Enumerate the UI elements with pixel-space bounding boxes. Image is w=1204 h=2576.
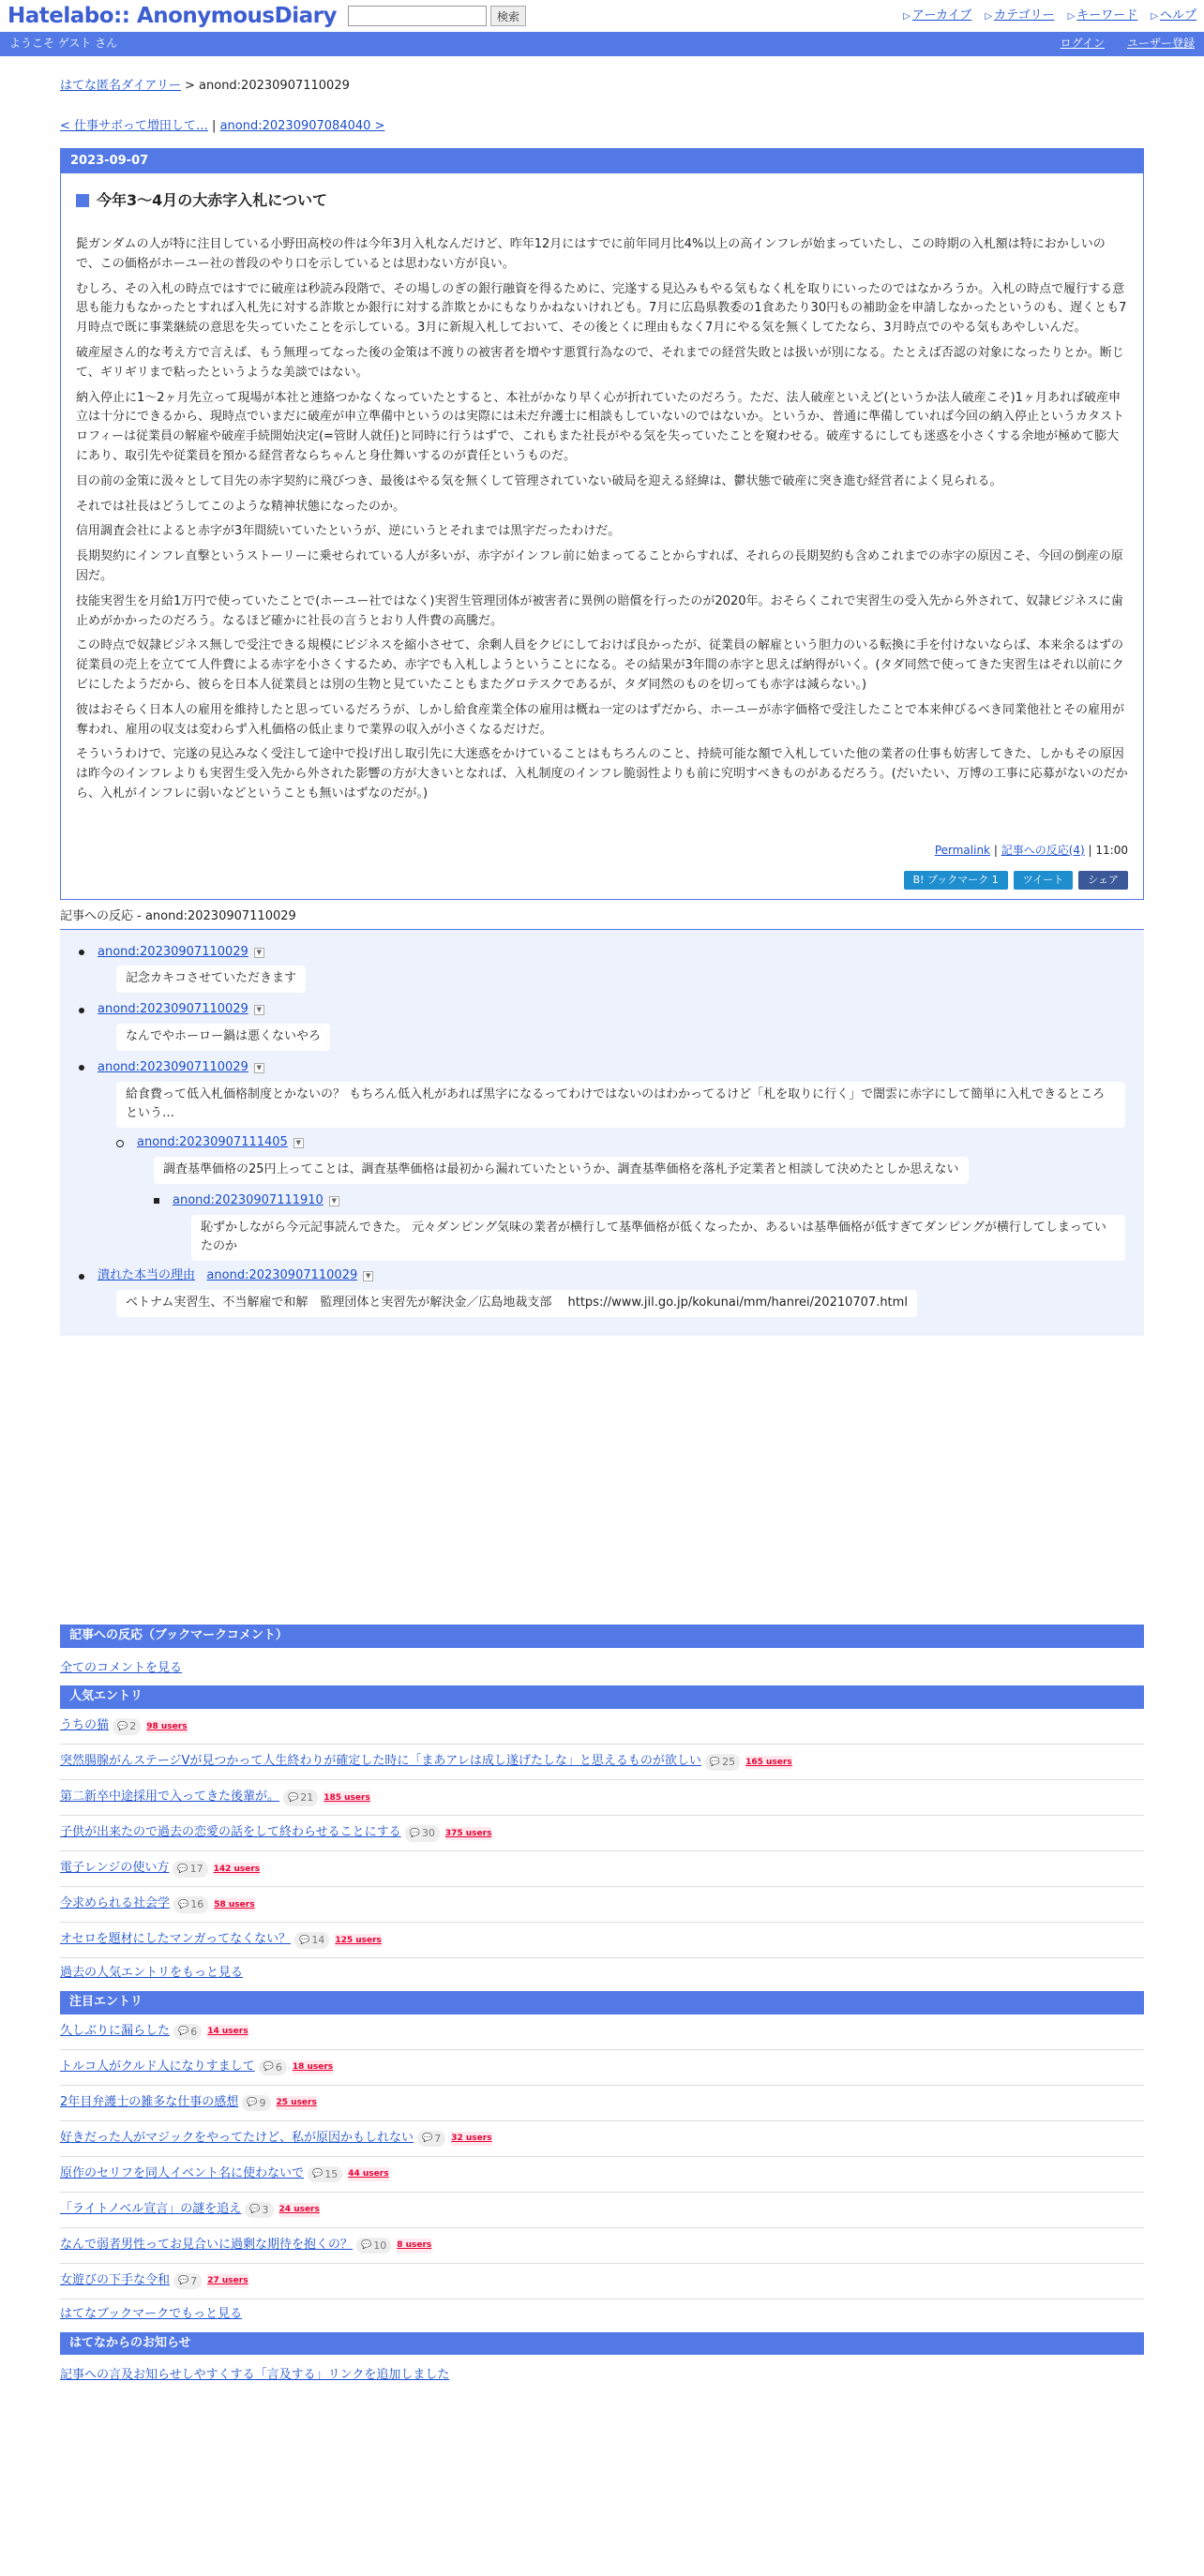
reactions-title: 記事への反応 - anond:20230907110029 [60,907,1144,930]
entry-row [60,2157,1144,2193]
entry-paragraph: 長期契約にインフレ直撃というストーリーに乗せられている人が多いが、赤字がインフレ前に始まってることからすれば、それらの長期契約も含めこれまでの赤字の原因こそ、今回の倒産の原因だ。 [76,549,1123,583]
entry-row [60,2228,1144,2264]
entry-row [60,1745,1144,1780]
entry-body [61,173,1143,899]
bookmark-users-badge[interactable]: 44 users [348,2167,388,2180]
entry-link[interactable]: 好きだった人がマジックをやってたけど、私が原因かもしれない [60,2130,414,2145]
entry-row [60,2014,1144,2050]
entry-paragraph: 技能実習生を月給1万円で使っていたことで(ホーユー社ではなく)実習生管理団体が被害者に異例の賠償を行ったのが2020年。おそらくこれで実習生の受入先から外されて、奴隷ビジネスに歯止めがかかったのだろう。なるほど確かに社長の言うとおり人件費の高騰だ。 [76,593,1123,628]
comment-count: 💬 10 [356,2238,391,2254]
pager [60,117,1144,137]
main [60,77,1144,2386]
bookmark-users-badge[interactable]: 14 users [207,2025,248,2038]
dropdown-icon[interactable]: ▼ [254,1005,264,1015]
comment-count: 💬 7 [173,2273,202,2290]
entry-link[interactable]: オセロを題材にしたマンガってなくない？ [60,1932,292,1947]
entry-row [60,1851,1144,1887]
permalink[interactable]: Permalink [934,843,991,857]
tweet-button[interactable]: ツイート [1014,871,1073,890]
bookmark-users-badge[interactable]: 185 users [324,1791,370,1805]
entry-link[interactable]: 2年目弁護士の雑多な仕事の感想 [60,2094,239,2109]
entry-footer [76,842,1128,860]
entry-paragraph: 納入停止に1〜2ヶ月先立って現場が本社と連絡つかなくなっていたとすると、本社がかなり早く心が折れていたのだろう。ただ、法人破産といえど(というか法人破産こそ)1ヶ月あれば破産申立は十分にできるから、現時点でいまだに破産が申立準備中というのは実際には未だ弁護士に相談もしていないのではないか。というか、普通に準備していれば今回の納入停止というカタストロフィーは従業員の解雇や破産手続開始決定(=管財人就任)と同時に行うはずで、これもまた社長がやる気を失っていたことを窺わせる。破産するにしても迷惑を小さくする余地が極めて膨大にあり、取引先や従業員を預かる経営者ならちゃんと身仕舞いするのが責任というものだ。 [76,390,1125,463]
dropdown-icon[interactable]: ▼ [329,1196,339,1206]
news-item[interactable]: 記事への言及お知らせしやすくする「言及する」リンクを追加しました [60,2368,450,2383]
reactions-list [60,930,1144,1336]
reaction-link[interactable]: anond:20230907111910 [173,1192,324,1207]
comment-count: 💬 30 [405,1825,440,1842]
entry-link[interactable]: うちの猫 [60,1718,110,1733]
nav-archive[interactable]: ▷ アーカイブ [903,7,971,26]
comment-count: 💬 15 [308,2166,342,2183]
bookmark-users-badge[interactable]: 25 users [277,2096,317,2109]
dropdown-icon[interactable]: ▼ [254,948,264,958]
reaction-link[interactable]: anond:20230907110029 [206,1268,358,1283]
comment-count: 💬 3 [245,2202,273,2219]
bookmark-users-badge[interactable]: 125 users [335,1934,382,1947]
reaction-item [79,1000,1125,1056]
responses-link[interactable]: 記事への反応(4) [1001,843,1085,857]
entry-link[interactable]: トルコ人がクルド人になりすまして [60,2059,255,2074]
entry-title-text: 今年3〜4月の大赤字入札について [97,191,327,210]
bookmark-users-badge[interactable]: 8 users [397,2239,431,2252]
reaction-link[interactable]: anond:20230907110029 [98,1002,248,1017]
entry-title [76,188,1128,213]
bookmark-users-badge[interactable]: 165 users [745,1756,792,1769]
register-link[interactable]: ユーザー登録 [1126,37,1195,51]
dropdown-icon[interactable]: ▼ [293,1138,304,1148]
entry-row [60,1923,1144,1958]
sidebar-section [60,1625,1144,2386]
entry-date: 2023-09-07 [61,149,1143,174]
search-form [348,6,526,26]
breadcrumb-sep: > [184,79,195,93]
pager-sep: | [212,118,217,133]
entry-row [60,1780,1144,1816]
popular-header: 人気エントリ [60,1685,1144,1709]
bookmark-users-badge[interactable]: 27 users [207,2274,248,2287]
reaction-text: なんでやホーロー鍋は悪くないやろ [116,1024,330,1051]
nav-keyword[interactable]: ▷ キーワード [1068,7,1138,26]
entry-link[interactable]: なんで弱者男性ってお見合いに過剰な期待を抱くの？ [60,2237,354,2252]
next-entry-link[interactable]: anond:20230907084040 > [219,118,385,133]
reaction-title-link[interactable]: 潰れた本当の理由 [98,1268,196,1283]
reaction-link[interactable]: anond:20230907111405 [137,1135,288,1150]
entry-row [60,2121,1144,2157]
entry-link[interactable]: 子供が出来たので過去の恋愛の話をして終わらせることにする [60,1825,401,1840]
reaction-link[interactable]: anond:20230907110029 [98,944,248,959]
share-buttons [76,871,1128,890]
entry-paragraph: 破産屋さん的な考え方で言えば、もう無理ってなった後の金策は不渡りの被害者を増やす悪質行為なので、それまでの経営失敗とは扱いが別になる。たとえば否認の対象になったりとか。断じて、ギリギリまで粘ったというような美談ではない。 [76,345,1124,380]
breadcrumb-home[interactable]: はてな匿名ダイアリー [60,79,181,93]
comment-count: 💬 14 [294,1932,329,1949]
login-link[interactable]: ログイン [1060,37,1105,51]
dropdown-icon[interactable]: ▼ [254,1063,264,1073]
breadcrumb-current: anond:20230907110029 [199,79,350,93]
reaction-item [154,1191,1125,1261]
reaction-item [79,1266,1125,1323]
user-bar [0,32,1204,56]
header [0,0,1204,32]
bookmark-button[interactable]: B! ブックマーク 1 [904,871,1008,890]
entry-paragraph: この時点で奴隷ビジネス無しで受注できる規模にビジネスを縮小させて、余剰人員をクビにしておけば良かったが、従業員の解雇という胆力のいる転換に手を付けないならば、本来余るはずの従業員の売上を立てて人件費による赤字を小さくするため、赤字でも入札しようということになる。その結果が3年間の赤字と思えば納得がいく。(タダ同然で使ってきた実習生はそれ以前にクビにしたようだから、彼らを日本人従業員とは別の生物と見ていたこともまたグロテスクであるが、タダ同然のものを切っても赤字は減らない。) [76,638,1124,692]
prev-entry-link[interactable]: < 仕事サボって増田して… [60,118,208,133]
bookmark-users-badge[interactable]: 375 users [445,1827,492,1840]
entry-paragraph: そういうわけで、完遂の見込みなく受注して途中で投げ出し取引先に大迷惑をかけていることはもちろんのこと、持続可能な額で入札していた他の業者の仕事も妨害してきた、しかもその原因は昨今のインフレよりも実習生受入先から外された影響の方が大きいとなれば、入札制度のインフレ脆弱性よりも前に究明すべきものがあるだろう。(だいたい、万博の工事に応募がないのだから、入札がインフレに弱いなどということも無いはずなのだが。) [76,747,1128,801]
comment-count: 💬 25 [705,1754,740,1771]
entry-link[interactable]: 女遊びの下手な令和 [60,2272,171,2287]
comment-count: 💬 7 [417,2131,445,2148]
square-icon [76,194,89,207]
entry-link[interactable]: 久しぶりに漏らした [60,2023,171,2038]
popular-list [60,1709,1144,1958]
bookmark-users-badge[interactable]: 18 users [293,2060,333,2074]
entry-link[interactable]: 第二新卒中途採用で入ってきた後輩が。 [60,1790,280,1805]
footer-sep: | [993,843,998,857]
bookmark-comments-header: 記事への反応（ブックマークコメント） [60,1625,1144,1648]
comment-count: 💬 17 [173,1861,207,1878]
entry-link[interactable]: 今求められる社会学 [60,1896,171,1911]
entry-paragraph: 彼はおそらく日本人の雇用を維持したと思っているだろうが、しかし給食産業全体の雇用は概ね一定のはずだから、ホーユーが赤字価格で受注したことで本来伸びるべき同業他社とその雇用が奪われ、雇用の収支は変わらず入札価格の低止まりで業界の収入が小さくなるだけだ。 [76,702,1125,737]
entry-link[interactable]: 突然腸腺がんステージVが見つかって人生終わりが確定した時に「まあアレは成し遂げたしな」と思えるものが欲しい [60,1754,701,1769]
entry-row [60,1709,1144,1745]
entry-row [60,2086,1144,2121]
bookmark-users-badge[interactable]: 58 users [214,1898,254,1911]
comment-count: 💬 2 [113,1718,141,1735]
dropdown-icon[interactable]: ▼ [363,1271,373,1281]
entry-row [60,2193,1144,2228]
bookmark-users-badge[interactable]: 24 users [279,2203,320,2216]
hot-header: 注目エントリ [60,1991,1144,2014]
comment-count: 💬 16 [173,1896,208,1913]
reaction-link[interactable]: anond:20230907110029 [98,1059,248,1074]
entry-row [60,2264,1144,2299]
popular-more-link[interactable]: 過去の人気エントリをもっと見る [60,1966,244,1981]
entry-link[interactable]: 「ライトノベル宣言」の謎を追え [60,2201,242,2216]
diary-day [60,148,1144,900]
entry-paragraph: むしろ、その入札の時点ではすでに破産は秒読み段階で、その場しのぎの銀行融資を得るために、完遂する見込みもやる気もなく札を取りにいったのではなかろうか。入札の時点で履行する意思も能力もなかったとすれば入札先に対する詐欺とか銀行に対する詐欺とかにもなりかねないけれども。7月に広島県教委の1食あたり30円もの補助金を申請しなかったというのも、遅くとも7月時点で既に事業継続の意思を失っていたことを示している。3月に新規入札しておいて、その後とくに理由もなく7月にやる気を無くしてたなら、3月時点でのやる気もあやしいんだ。 [76,281,1127,336]
comment-count: 💬 6 [259,2059,287,2076]
site-logo[interactable]: Hatelabo:: AnonymousDiary [8,3,337,28]
comment-count: 💬 9 [242,2095,270,2112]
entry-link[interactable]: 原作のセリフを同人イベント名に使わないで [60,2165,305,2180]
nav-category[interactable]: ▷ カテゴリー [985,7,1054,26]
entry-time: | 11:00 [1088,843,1128,857]
search-input[interactable] [348,6,487,26]
entry-paragraph: それでは社長はどうしてこのような精神状態になったのか。 [76,499,406,514]
bookmark-users-badge[interactable]: 142 users [214,1863,261,1876]
facebook-share-button[interactable]: シェア [1078,871,1128,890]
welcome-text: ようこそ ゲスト さん [9,37,118,51]
hot-list [60,2014,1144,2299]
reaction-item [79,1058,1125,1128]
entry-paragraph: 髭ガンダムの人が特に注目している小野田高校の件は今年3月入札なんだけど、昨年12月にはすでに前年同月比4%以上の高インフレが始まっていたし、この時期の入札額は特におかしいので、この価格がホーユー社の普段のやり口を示しているとは思わない方が良い。 [76,236,1106,271]
header-nav [903,7,1196,26]
breadcrumb [60,77,1144,97]
bookmark-users-badge[interactable]: 32 users [451,2132,491,2145]
comment-count: 💬 6 [173,2024,202,2041]
reaction-item [79,943,1125,999]
entry-row [60,1816,1144,1851]
entry-link[interactable]: 電子レンジの使い方 [60,1861,170,1876]
reaction-text: 調査基準価格の25円上ってことは、調査基準価格は最初から漏れていたというか、調査基準価格を落札予定業者と相談して決めたとしか思えない [154,1157,969,1184]
bookmark-users-badge[interactable]: 98 users [146,1720,187,1733]
entry-row [60,1887,1144,1923]
reaction-text: 記念カキコさせていただきます [116,966,306,993]
reaction-text: 給食費って低入札価格制度とかないの？ もちろん低入札があれば黒字になるってわけではないのはわかってるけど「札を取りに行く」で闇雲に赤字にして簡単に入札できるところという… [116,1082,1125,1129]
entry-paragraph: 信用調査会社によると赤字が3年間続いていたというが、逆にいうとそれまでは黒字だったわけだ。 [76,524,621,539]
reaction-text: 恥ずかしながら今元記事読んできた。 元々ダンピング気味の業者が横行して基準価格が低くなったか、あるいは基準価格が低すぎてダンピングが横行してしまっていたのか [191,1215,1125,1262]
entry-row [60,2050,1144,2086]
news-header: はてなからのお知らせ [60,2332,1144,2356]
reaction-item [116,1133,1125,1190]
nav-help[interactable]: ▷ ヘルプ [1151,7,1196,26]
reaction-text: ベトナム実習生、不当解雇で和解 監理団体と実習先が解決金／広島地裁支部 https://www.jil.go.jp/kokunai/mm/hanrei/20210707.html [116,1290,917,1317]
all-comments-link[interactable]: 全てのコメントを見る [60,1660,183,1675]
comment-count: 💬 21 [283,1790,318,1806]
hot-more-link[interactable]: はてなブックマークでもっと見る [60,2306,243,2321]
search-button[interactable]: 検索 [490,6,526,26]
entry-paragraph: 目の前の金策に汲々として目先の赤字契約に飛びつき、最後はやる気を無くして管理されていない破局を迎える経緯は、鬱状態で破産に突き進む経営者によく見られる。 [76,473,1002,488]
